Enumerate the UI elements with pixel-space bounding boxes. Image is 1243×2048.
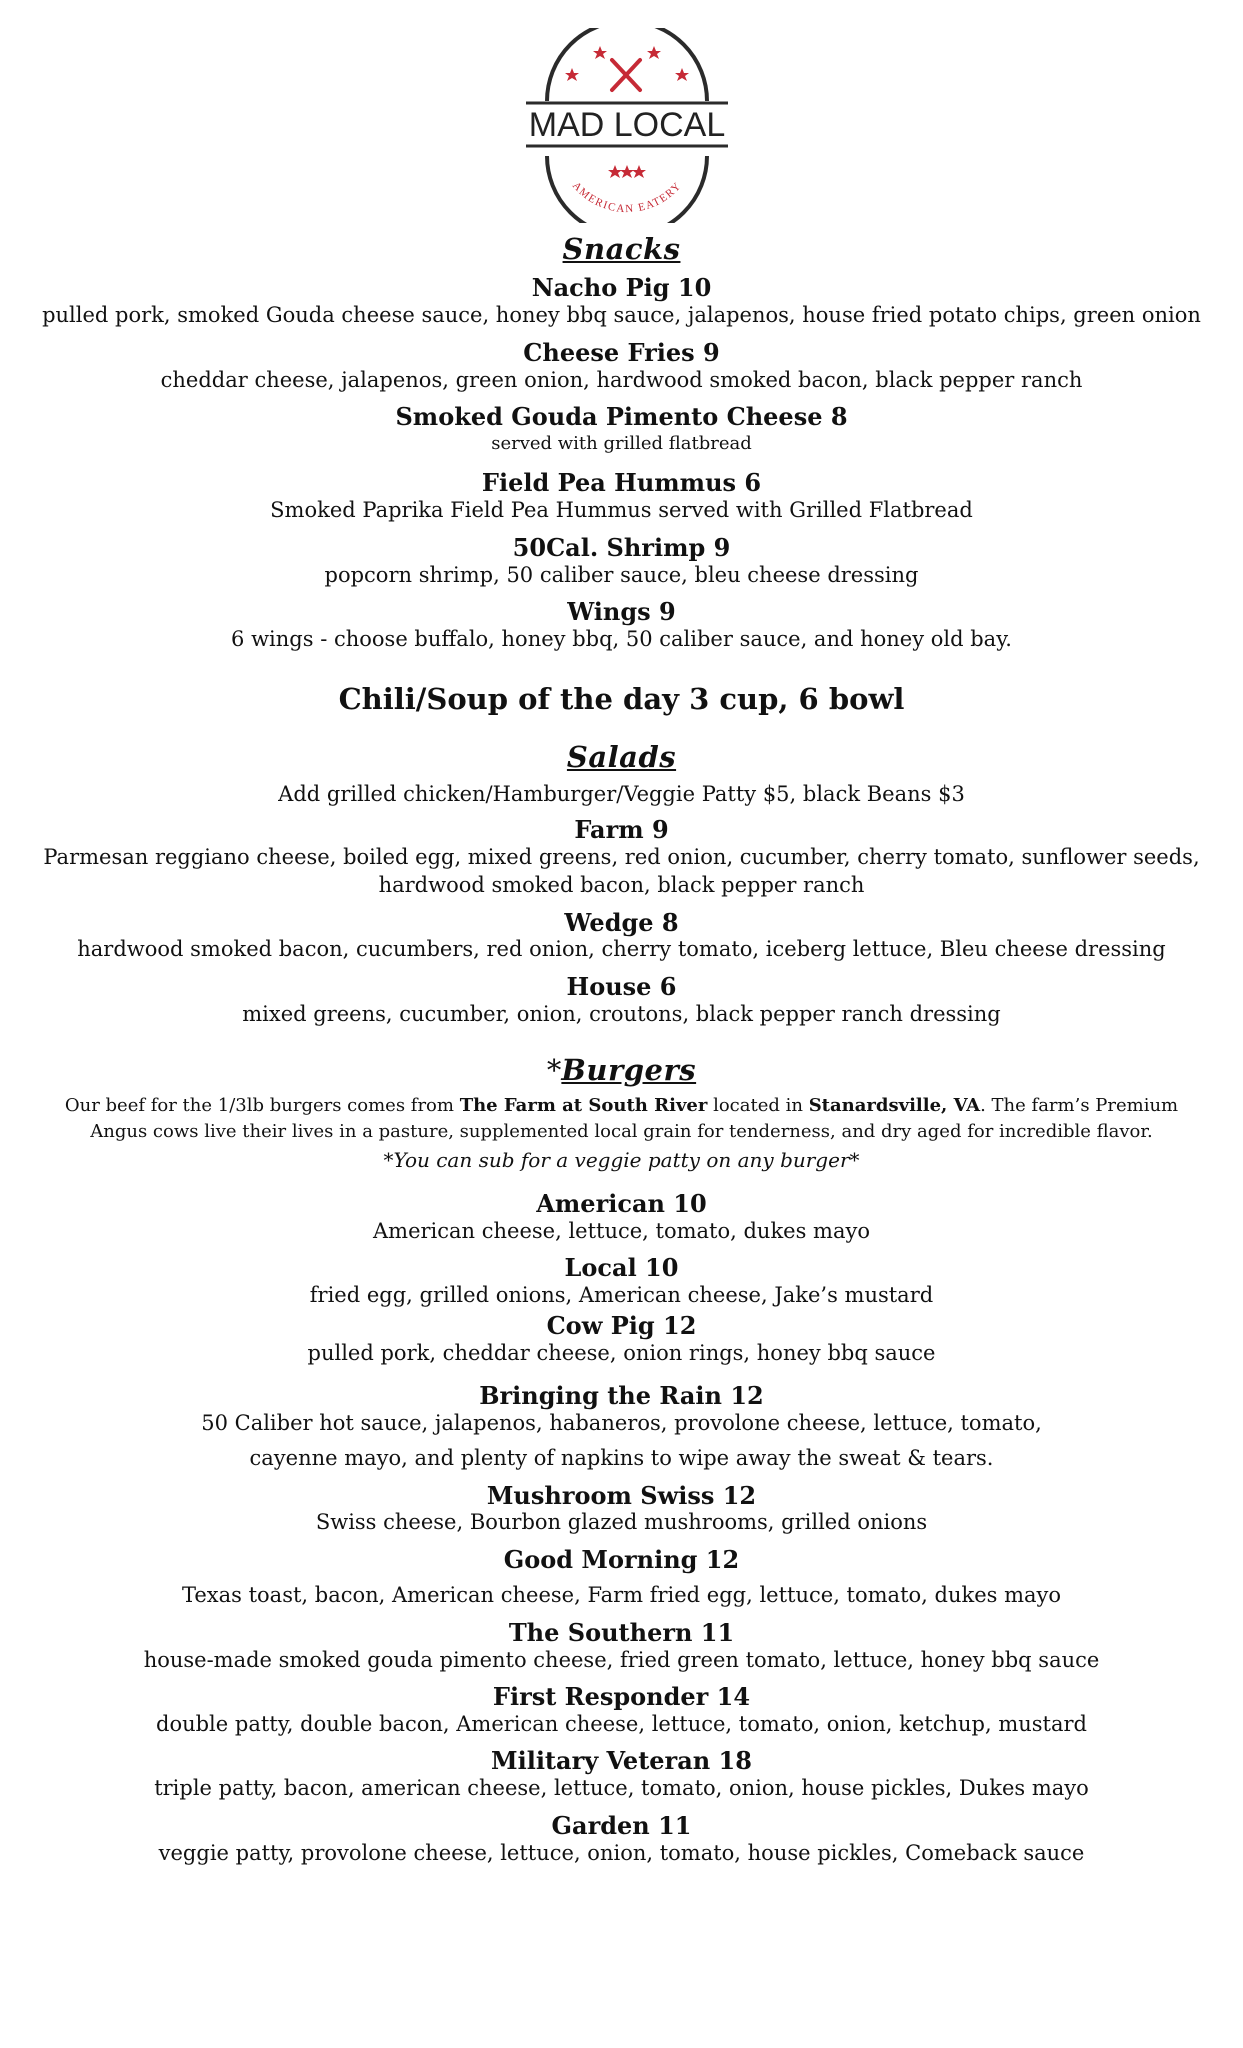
burger-name: First Responder 14 — [492, 1682, 751, 1711]
burger-desc-line2: cayenne mayo, and plenty of napkins to wipe away the sweat & tears. — [249, 1446, 994, 1470]
burgers-title: Burgers — [561, 1053, 697, 1087]
crossed-utensils-icon — [612, 60, 640, 90]
burger-desc: double patty, double bacon, American cheese, lettuce, tomato, onion, ketchup, mustard — [156, 1712, 1087, 1736]
snack-desc: 6 wings - choose buffalo, honey bbq, 50 caliber sauce, and honey old bay. — [231, 627, 1012, 651]
burger-desc: veggie patty, provolone cheese, lettuce, onion, tomato, house pickles, Comeback sauce — [158, 1841, 1085, 1865]
salad-desc: Parmesan reggiano cheese, boiled egg, mixed greens, red onion, cucumber, cherry tomato, sunflower seeds, — [43, 845, 1200, 869]
snack-name: Field Pea Hummus 6 — [481, 468, 762, 497]
burger-desc: house-made smoked gouda pimento cheese, fried green tomato, lettuce, honey bbq sauce — [143, 1648, 1100, 1672]
salads-title: Salads — [566, 740, 677, 774]
salad-desc: hardwood smoked bacon, cucumbers, red onion, cherry tomato, iceberg lettuce, Bleu cheese dressing — [77, 937, 1166, 961]
star-icons-bottom — [608, 165, 646, 178]
burger-desc: American cheese, lettuce, tomato, dukes mayo — [373, 1219, 870, 1243]
burger-desc: 50 Caliber hot sauce, jalapenos, habaneros, provolone cheese, lettuce, tomato, — [201, 1411, 1042, 1435]
burgers-asterisk: * — [546, 1053, 562, 1087]
burger-name: Military Veteran 18 — [491, 1746, 752, 1775]
burgers-intro-line1 — [0, 1095, 1243, 1116]
veggie-sub-note: *You can sub for a veggie patty on any burger* — [383, 1148, 860, 1172]
snack-name: 50Cal. Shrimp 9 — [512, 533, 731, 562]
snack-name: Cheese Fries 9 — [523, 338, 720, 367]
burger-desc: fried egg, grilled onions, American cheese, Jake’s mustard — [309, 1283, 934, 1307]
burger-desc: triple patty, bacon, american cheese, lettuce, tomato, onion, house pickles, Dukes mayo — [154, 1776, 1089, 1800]
snacks-title: Snacks — [562, 232, 681, 266]
chili-soup-line: Chili/Soup of the day 3 cup, 6 bowl — [338, 682, 905, 716]
snack-name: Smoked Gouda Pimento Cheese 8 — [395, 402, 848, 431]
intro-text: Our beef for the 1/3lb burgers comes from — [64, 1095, 460, 1116]
snack-desc: Smoked Paprika Field Pea Hummus served with Grilled Flatbread — [270, 498, 973, 522]
mad-local-logo — [520, 28, 734, 223]
burger-name: The Southern 11 — [508, 1618, 735, 1647]
salad-name: Farm 9 — [574, 815, 669, 844]
snack-desc: cheddar cheese, jalapenos, green onion, hardwood smoked bacon, black pepper ranch — [160, 368, 1083, 392]
farm-name: The Farm at South River — [459, 1095, 708, 1116]
burger-desc: Texas toast, bacon, American cheese, Farm fried egg, lettuce, tomato, dukes mayo — [181, 1583, 1062, 1607]
salad-desc: mixed greens, cucumber, onion, croutons, black pepper ranch dressing — [242, 1002, 1001, 1026]
intro-text: located in — [707, 1095, 809, 1116]
burger-name: Mushroom Swiss 12 — [486, 1481, 757, 1510]
burger-desc: pulled pork, cheddar cheese, onion rings, honey bbq sauce — [307, 1341, 936, 1365]
burger-name: Bringing the Rain 12 — [479, 1381, 764, 1410]
salad-name: Wedge 8 — [564, 908, 679, 937]
burger-desc: Swiss cheese, Bourbon glazed mushrooms, grilled onions — [315, 1510, 928, 1534]
snack-name: Nacho Pig 10 — [531, 273, 712, 302]
burger-name: Local 10 — [564, 1253, 679, 1282]
snack-desc: served with grilled flatbread — [491, 433, 752, 454]
svg-text:AMERICAN EATERY — [570, 180, 684, 215]
farm-location: Stanardsville, VA — [808, 1095, 981, 1116]
burger-name: Good Morning 12 — [503, 1545, 740, 1574]
logo-emblem — [520, 28, 734, 223]
burger-name: Garden 11 — [551, 1811, 692, 1840]
snack-desc: popcorn shrimp, 50 caliber sauce, bleu cheese dressing — [324, 563, 919, 587]
logo-name: MAD LOCAL — [528, 106, 726, 144]
burgers-intro-line2: Angus cows live their lives in a pasture, supplemented local grain for tenderness, and dry aged for incredible flavor. — [90, 1121, 1153, 1142]
burgers-heading — [0, 1053, 1243, 1087]
salad-desc-line2: hardwood smoked bacon, black pepper ranch — [378, 873, 865, 897]
snack-name: Wings 9 — [567, 597, 676, 626]
logo-tagline: AMERICAN EATERY — [569, 179, 685, 216]
burger-name: Cow Pig 12 — [546, 1311, 697, 1340]
salads-addon: Add grilled chicken/Hamburger/Veggie Patty $5, black Beans $3 — [278, 782, 965, 806]
salad-name: House 6 — [566, 972, 677, 1001]
snack-desc: pulled pork, smoked Gouda cheese sauce, honey bbq sauce, jalapenos, house fried potato chips, green onion — [42, 303, 1201, 327]
burger-name: American 10 — [536, 1189, 707, 1218]
intro-text: . The farm’s Premium — [980, 1095, 1179, 1116]
